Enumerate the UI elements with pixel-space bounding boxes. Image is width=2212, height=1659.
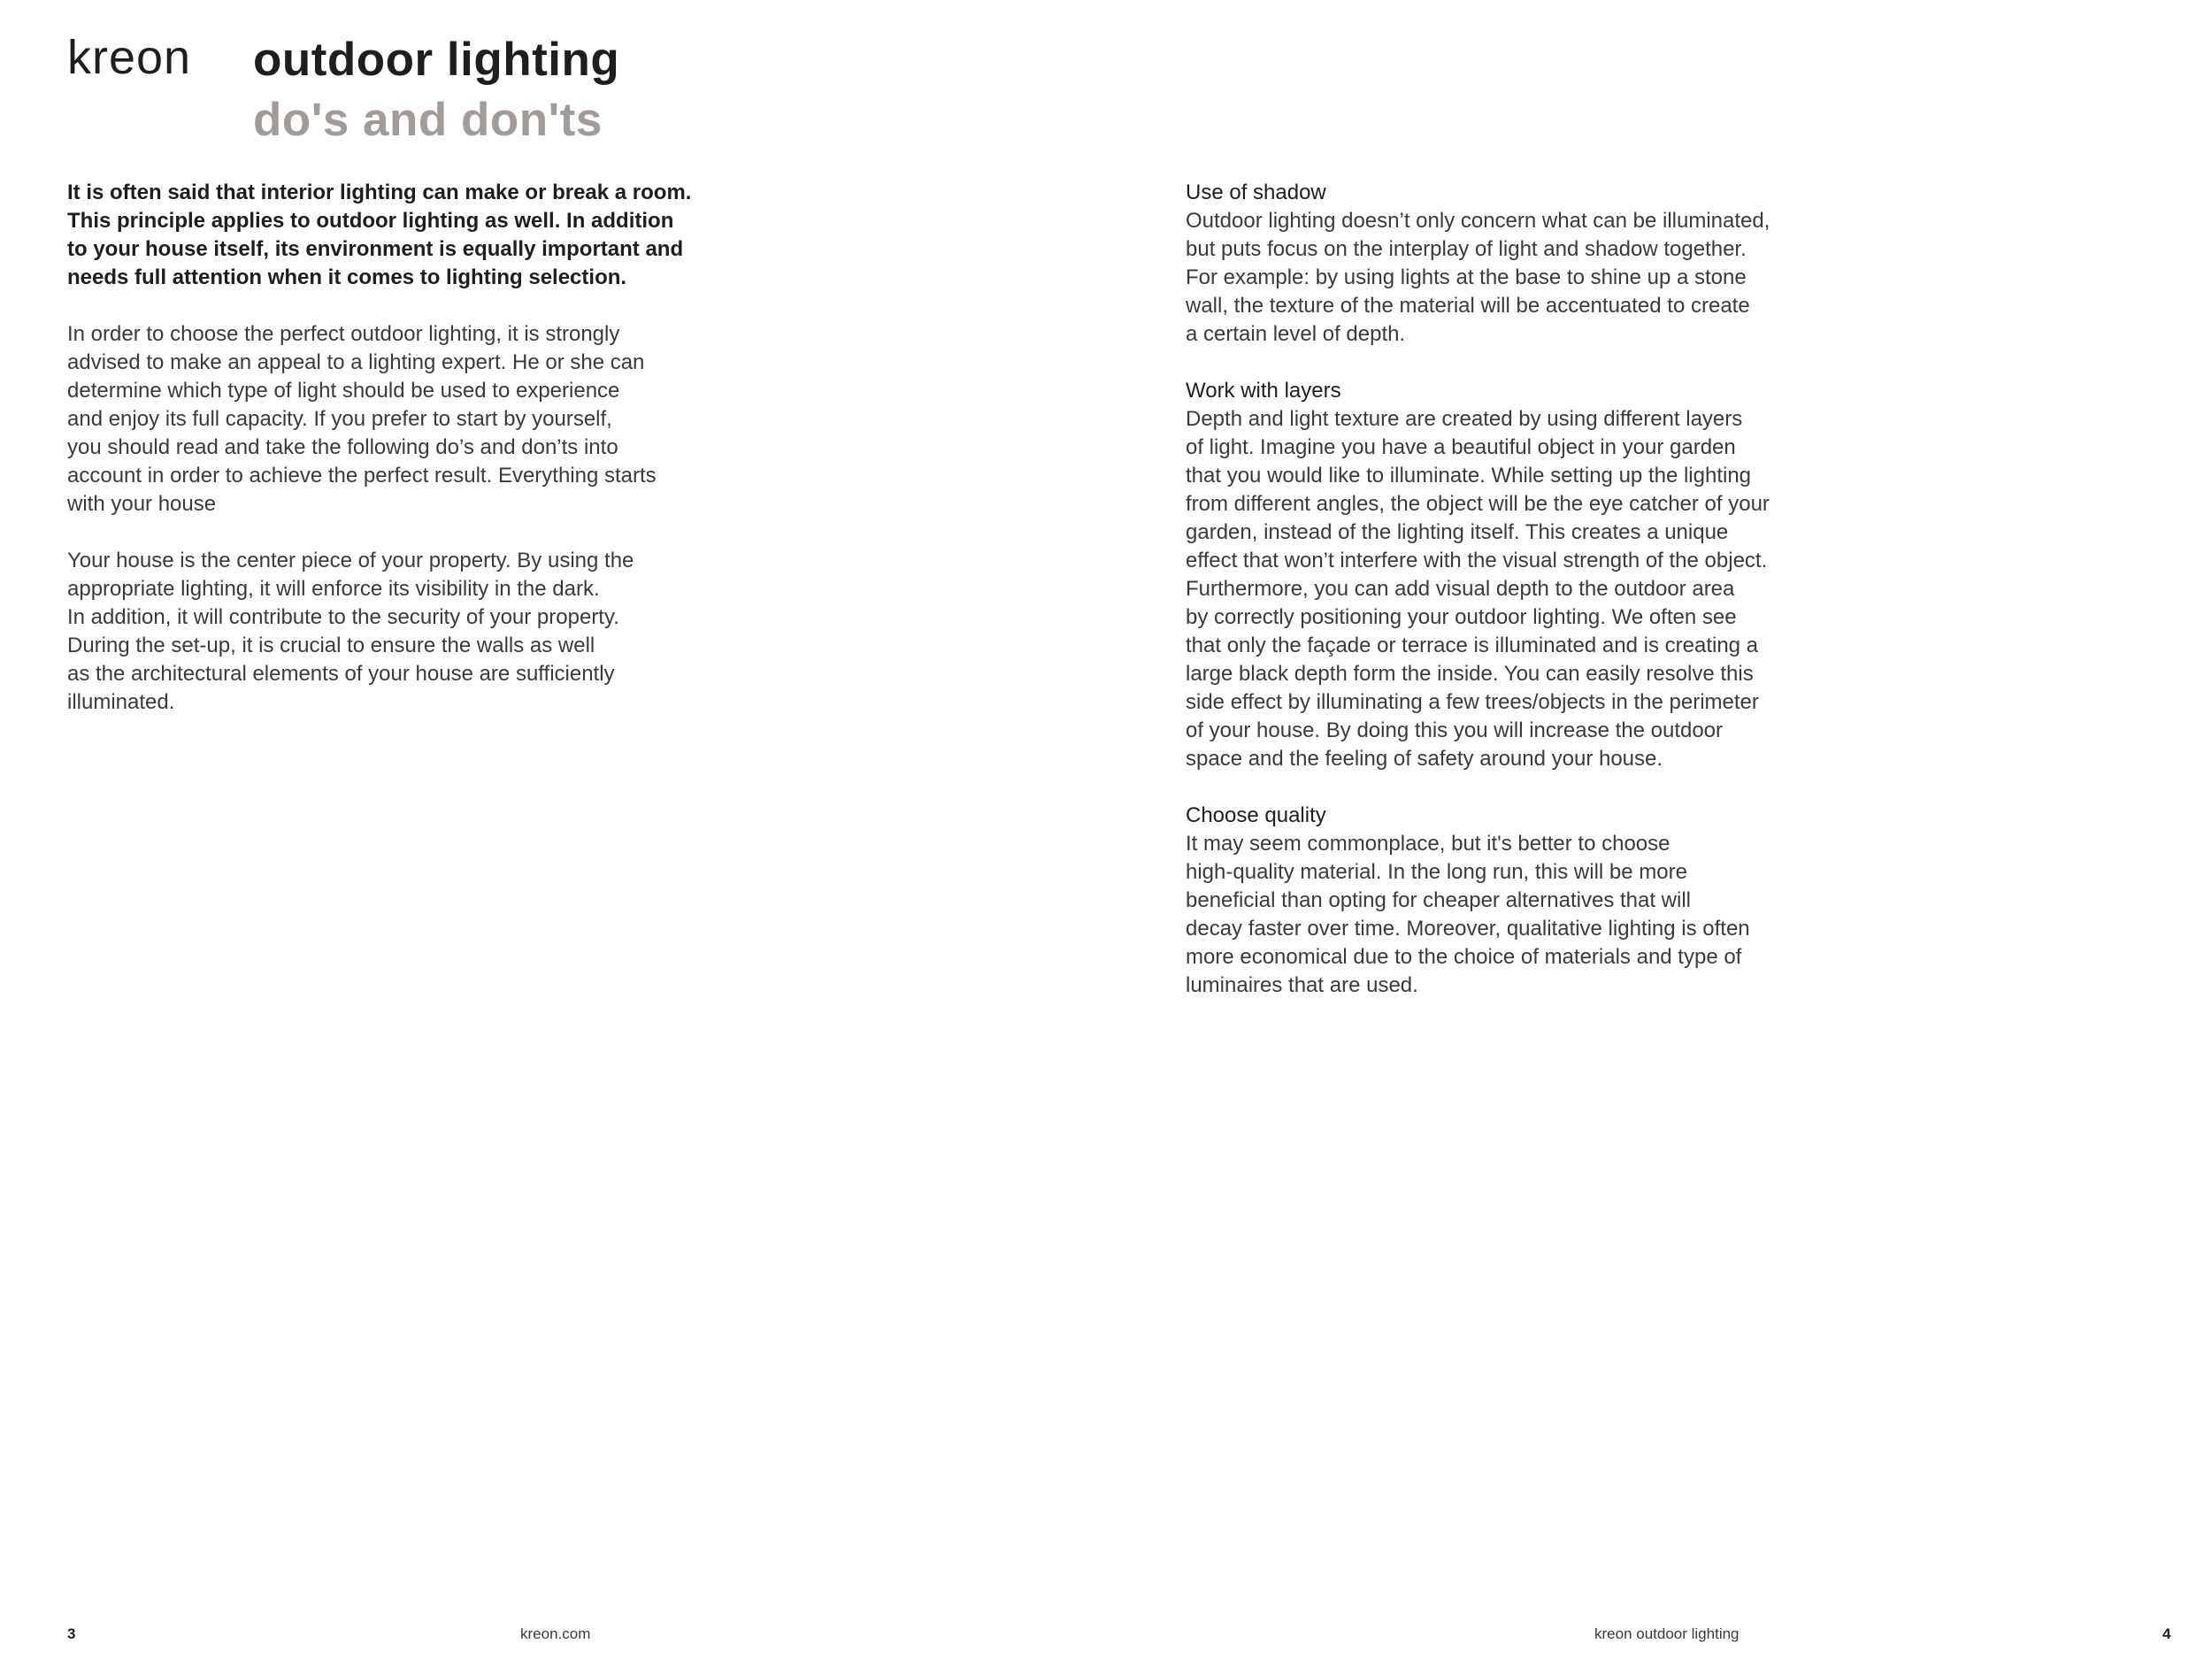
right-page-number: 4	[2162, 1625, 2171, 1642]
footer-website: kreon.com	[520, 1625, 591, 1642]
section-body: Outdoor lighting doesn’t only concern what can be illuminated, but puts focus on the interplay of light and shadow together. For example: by using lights at the base to shine up a stone wall, the texture of the material will be accentuated to create a certain level of depth.	[1186, 209, 1770, 346]
lead-paragraph: It is often said that interior lighting can make or break a room. This principle applies to outdoor lighting as well. In addition to your house itself, its environment is equally important and needs full attention when it comes to lighting selection.	[67, 180, 692, 289]
left-page-number: 3	[67, 1625, 76, 1642]
section-use-of-shadow	[1186, 179, 1893, 349]
title-main: outdoor lighting	[253, 34, 620, 86]
section-body: Depth and light texture are created by using different layers of light. Imagine you have a beautiful object in your garden that you would like to illuminate. While setting up the lighting from different angles, the object will be the eye catcher of your garden, instead of the lighting itself. This creates a unique effect that won’t interfere with the visual strength of the object. Furthermore, you can add visual depth to the outdoor area by correctly positioning your outdoor lighting. We often see that only the façade or terrace is illuminated and is creating a large black depth form the inside. You can easily resolve this side effect by illuminating a few trees/objects in the perimeter of your house. By doing this you will increase the outdoor space and the feeling of safety around your house.	[1186, 407, 1770, 771]
right-column	[1186, 179, 1893, 1028]
left-column	[67, 179, 775, 745]
body-paragraph: In order to choose the perfect outdoor lighting, it is strongly advised to make an appeal to a lighting expert. He or she can determine which type of light should be used to experience and enjoy its full capacity. If you prefer to start by yourself, you should read and take the following do’s and don’ts into account in order to achieve the perfect result. Everything starts with your house	[67, 322, 657, 516]
footer-label: kreon outdoor lighting	[1594, 1625, 1740, 1642]
section-heading: Work with layers	[1186, 379, 1341, 403]
body-paragraph: Your house is the center piece of your property. By using the appropriate lighting, it will enforce its visibility in the dark. In addition, it will contribute to the security of your property. During the set-up, it is crucial to ensure the walls as well as the architectural elements of your house are sufficiently illuminated.	[67, 549, 634, 714]
section-heading: Choose quality	[1186, 803, 1326, 827]
page-title	[253, 30, 619, 150]
brand-logo-text: kreon	[67, 31, 192, 84]
section-body: It may seem commonplace, but it's better to choose high-quality material. In the long run, this will be more beneficial than opting for cheaper alternatives that will decay faster over time. Moreover, qualitative lighting is often more economical due to the choice of materials and type of luminaires that are used.	[1186, 832, 1750, 997]
title-subtitle: do's and don'ts	[253, 94, 603, 146]
section-work-with-layers	[1186, 377, 1893, 773]
section-heading: Use of shadow	[1186, 180, 1326, 204]
section-choose-quality	[1186, 802, 1893, 1000]
